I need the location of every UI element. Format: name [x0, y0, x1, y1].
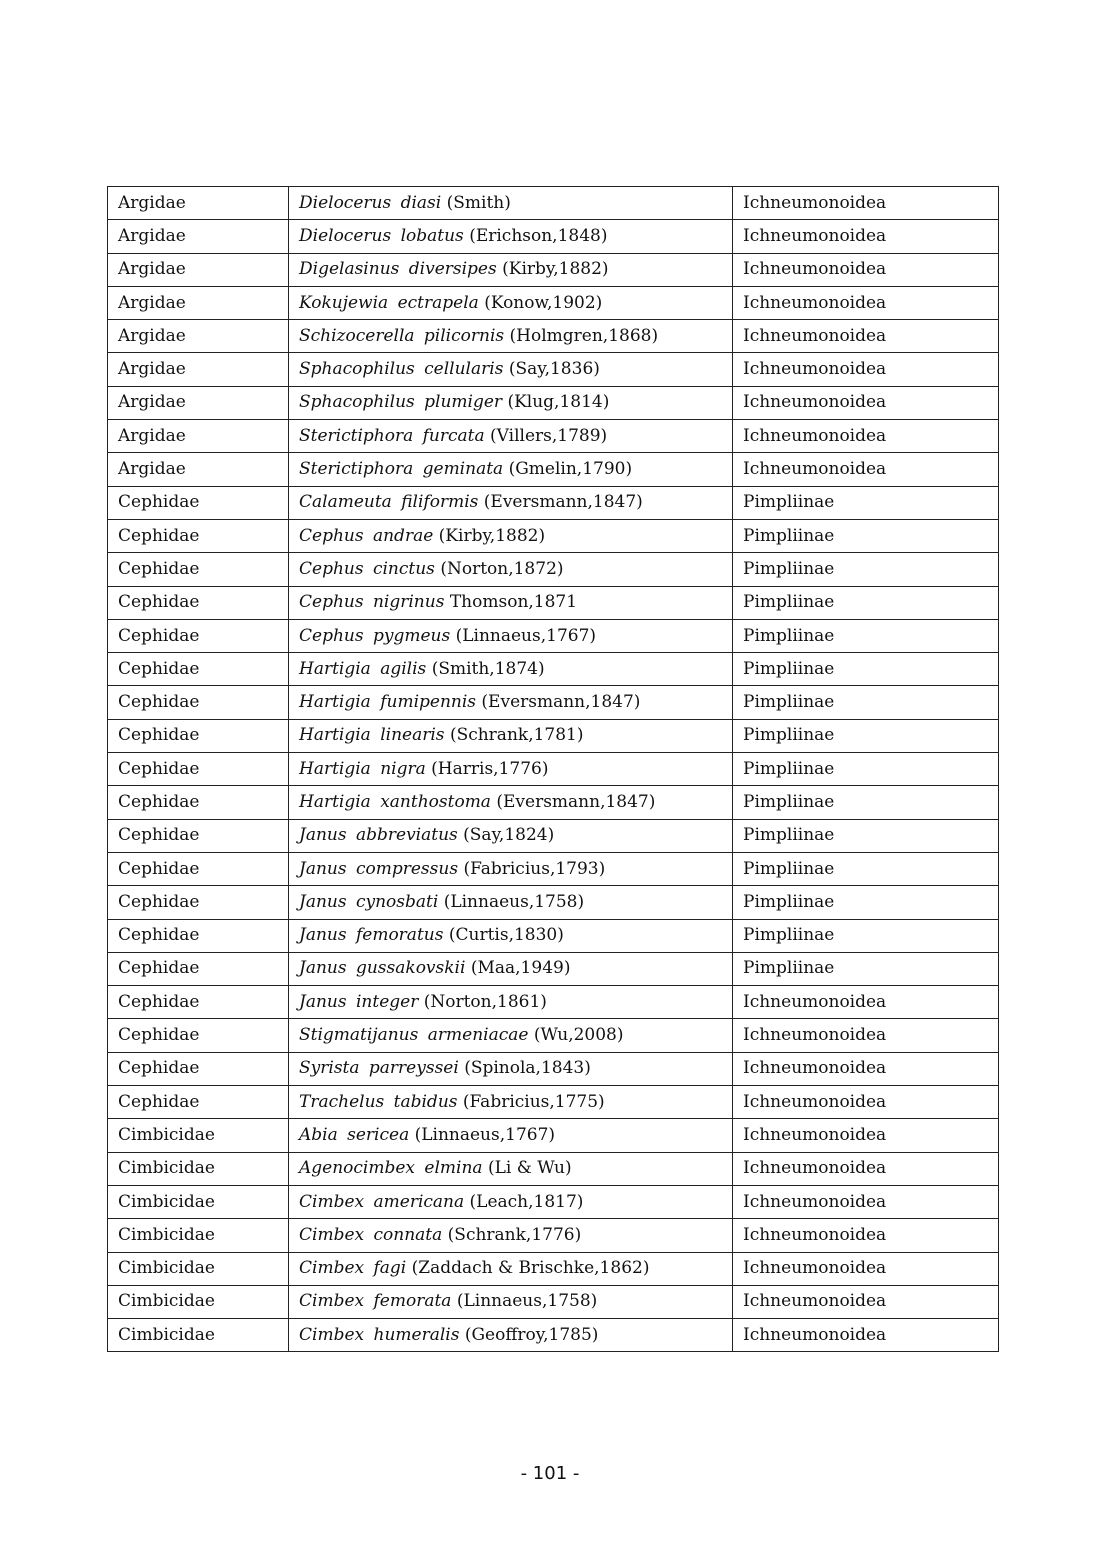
- species-name: Abia sericea: [299, 1124, 410, 1145]
- family-cell: Cephidae: [108, 1086, 289, 1119]
- species-name: Janus gussakovskii: [299, 958, 466, 979]
- table-row: [108, 453, 999, 486]
- species-authority: (Fabricius,1793): [463, 858, 606, 879]
- family-cell: Cephidae: [108, 886, 289, 919]
- species-name: Kokujewia ectrapela: [299, 292, 479, 313]
- host-cell: Ichneumonoidea: [733, 1152, 999, 1185]
- family-cell: Cimbicidae: [108, 1185, 289, 1218]
- species-authority: (Linnaeus,1767): [414, 1124, 556, 1145]
- species-authority: (Linnaeus,1767): [455, 625, 597, 646]
- family-cell: Cephidae: [108, 852, 289, 885]
- table-row: [108, 886, 999, 919]
- species-cell: [289, 852, 733, 885]
- table-row: [108, 952, 999, 985]
- family-cell: Cephidae: [108, 653, 289, 686]
- species-authority: (Harris,1776): [431, 758, 549, 779]
- family-cell: Argidae: [108, 353, 289, 386]
- family-cell: Cephidae: [108, 919, 289, 952]
- host-cell: Ichneumonoidea: [733, 220, 999, 253]
- species-cell: [289, 353, 733, 386]
- host-cell: Ichneumonoidea: [733, 187, 999, 220]
- family-cell: Cimbicidae: [108, 1119, 289, 1152]
- host-cell: Pimpliinae: [733, 886, 999, 919]
- species-cell: [289, 619, 733, 652]
- table-row: [108, 187, 999, 220]
- species-authority: (Linnaeus,1758): [443, 891, 585, 912]
- family-cell: Cephidae: [108, 619, 289, 652]
- species-name: Cephus pygmeus: [299, 625, 451, 646]
- species-cell: [289, 986, 733, 1019]
- family-cell: Cephidae: [108, 819, 289, 852]
- table-row: [108, 1285, 999, 1318]
- species-cell: [289, 1252, 733, 1285]
- species-authority: Thomson,1871: [449, 592, 578, 613]
- host-cell: Ichneumonoidea: [733, 420, 999, 453]
- species-cell: [289, 253, 733, 286]
- species-name: Syrista parreyssei: [299, 1058, 459, 1079]
- species-table: [107, 186, 999, 1352]
- family-cell: Argidae: [108, 286, 289, 319]
- table-row: [108, 986, 999, 1019]
- species-cell: [289, 786, 733, 819]
- species-cell: [289, 453, 733, 486]
- species-cell: [289, 686, 733, 719]
- family-cell: Argidae: [108, 453, 289, 486]
- table-row: [108, 220, 999, 253]
- table-body: [108, 187, 999, 1352]
- host-cell: Pimpliinae: [733, 919, 999, 952]
- family-cell: Cephidae: [108, 553, 289, 586]
- host-cell: Ichneumonoidea: [733, 1252, 999, 1285]
- species-name: Stigmatijanus armeniacae: [299, 1025, 529, 1046]
- family-cell: Cephidae: [108, 586, 289, 619]
- species-name: Cimbex americana: [299, 1191, 465, 1212]
- species-cell: [289, 220, 733, 253]
- species-name: Cephus cinctus: [299, 558, 435, 579]
- family-cell: Argidae: [108, 253, 289, 286]
- family-cell: Cimbicidae: [108, 1252, 289, 1285]
- host-cell: Ichneumonoidea: [733, 1086, 999, 1119]
- table-row: [108, 1319, 999, 1352]
- host-cell: Pimpliinae: [733, 486, 999, 519]
- species-cell: [289, 486, 733, 519]
- table-row: [108, 1019, 999, 1052]
- species-authority: (Linnaeus,1758): [456, 1291, 598, 1312]
- species-cell: [289, 952, 733, 985]
- species-name: Hartigia linearis: [299, 725, 445, 746]
- family-cell: Cimbicidae: [108, 1319, 289, 1352]
- host-cell: Ichneumonoidea: [733, 1185, 999, 1218]
- family-cell: Cephidae: [108, 952, 289, 985]
- species-cell: [289, 386, 733, 419]
- family-cell: Argidae: [108, 320, 289, 353]
- host-cell: Pimpliinae: [733, 619, 999, 652]
- family-cell: Argidae: [108, 187, 289, 220]
- host-cell: Pimpliinae: [733, 852, 999, 885]
- species-cell: [289, 553, 733, 586]
- species-name: Agenocimbex elmina: [299, 1158, 483, 1179]
- family-cell: Cephidae: [108, 519, 289, 552]
- species-authority: (Spinola,1843): [464, 1058, 591, 1079]
- species-cell: [289, 719, 733, 752]
- species-name: Janus femoratus: [299, 925, 444, 946]
- species-authority: (Norton,1872): [440, 558, 564, 579]
- species-name: Calameuta filiformis: [299, 492, 479, 513]
- species-cell: [289, 1285, 733, 1318]
- species-name: Cimbex humeralis: [299, 1324, 460, 1345]
- family-cell: Cephidae: [108, 986, 289, 1019]
- family-cell: Cephidae: [108, 786, 289, 819]
- species-name: Janus compressus: [299, 858, 459, 879]
- table-row: [108, 286, 999, 319]
- species-name: Hartigia nigra: [299, 758, 426, 779]
- species-name: Cephus nigrinus: [299, 592, 445, 613]
- species-cell: [289, 286, 733, 319]
- table-row: [108, 852, 999, 885]
- species-name: Janus abbreviatus: [299, 825, 458, 846]
- table-row: [108, 519, 999, 552]
- host-cell: Pimpliinae: [733, 753, 999, 786]
- species-cell: [289, 519, 733, 552]
- host-cell: Ichneumonoidea: [733, 253, 999, 286]
- species-cell: [289, 653, 733, 686]
- species-cell: [289, 1152, 733, 1185]
- species-authority: (Leach,1817): [469, 1191, 584, 1212]
- species-authority: (Smith,1874): [431, 658, 545, 679]
- table-row: [108, 1052, 999, 1085]
- species-authority: (Norton,1861): [423, 991, 547, 1012]
- table-row: [108, 353, 999, 386]
- table-row: [108, 686, 999, 719]
- species-name: Hartigia fumipennis: [299, 692, 477, 713]
- species-name: Cephus andrae: [299, 525, 434, 546]
- family-cell: Argidae: [108, 420, 289, 453]
- host-cell: Pimpliinae: [733, 719, 999, 752]
- species-name: Hartigia xanthostoma: [299, 791, 491, 812]
- host-cell: Ichneumonoidea: [733, 1119, 999, 1152]
- species-authority: (Holmgren,1868): [509, 325, 659, 346]
- family-cell: Cephidae: [108, 1052, 289, 1085]
- species-cell: [289, 1185, 733, 1218]
- species-authority: (Erichson,1848): [469, 225, 608, 246]
- species-name: Cimbex connata: [299, 1224, 443, 1245]
- species-name: Dielocerus lobatus: [299, 225, 464, 246]
- table-row: [108, 386, 999, 419]
- species-authority: (Smith): [446, 192, 511, 213]
- page-number: - 101 -: [520, 1463, 580, 1484]
- table-row: [108, 320, 999, 353]
- host-cell: Ichneumonoidea: [733, 320, 999, 353]
- host-cell: Ichneumonoidea: [733, 1052, 999, 1085]
- table-row: [108, 1219, 999, 1252]
- species-name: Hartigia agilis: [299, 658, 427, 679]
- host-cell: Ichneumonoidea: [733, 986, 999, 1019]
- table-row: [108, 786, 999, 819]
- species-authority: (Zaddach & Brischke,1862): [411, 1258, 650, 1279]
- species-name: Digelasinus diversipes: [299, 259, 497, 280]
- host-cell: Pimpliinae: [733, 586, 999, 619]
- species-cell: [289, 753, 733, 786]
- species-authority: (Schrank,1776): [447, 1224, 582, 1245]
- family-cell: Cephidae: [108, 486, 289, 519]
- species-cell: [289, 819, 733, 852]
- species-name: Janus cynosbati: [299, 891, 439, 912]
- species-authority: (Klug,1814): [507, 392, 610, 413]
- species-authority: (Kirby,1882): [438, 525, 546, 546]
- family-cell: Argidae: [108, 386, 289, 419]
- species-name: Sterictiphora furcata: [299, 425, 485, 446]
- species-name: Cimbex fagi: [299, 1258, 407, 1279]
- table-row: [108, 619, 999, 652]
- host-cell: Pimpliinae: [733, 786, 999, 819]
- host-cell: Ichneumonoidea: [733, 353, 999, 386]
- species-name: Schizocerella pilicornis: [299, 325, 505, 346]
- species-cell: [289, 1119, 733, 1152]
- species-name: Sphacophilus cellularis: [299, 359, 504, 380]
- species-cell: [289, 1086, 733, 1119]
- species-cell: [289, 1019, 733, 1052]
- species-cell: [289, 886, 733, 919]
- species-authority: (Say,1836): [508, 359, 600, 380]
- species-cell: [289, 1219, 733, 1252]
- species-name: Dielocerus diasi: [299, 192, 442, 213]
- table-row: [108, 1185, 999, 1218]
- species-authority: (Li & Wu): [487, 1158, 572, 1179]
- species-name: Trachelus tabidus: [299, 1091, 458, 1112]
- species-authority: (Say,1824): [463, 825, 555, 846]
- species-cell: [289, 420, 733, 453]
- species-authority: (Konow,1902): [484, 292, 603, 313]
- species-name: Cimbex femorata: [299, 1291, 452, 1312]
- table-row: [108, 1086, 999, 1119]
- species-authority: (Fabricius,1775): [462, 1091, 605, 1112]
- table-row: [108, 819, 999, 852]
- species-authority: (Gmelin,1790): [508, 459, 633, 480]
- table-row: [108, 253, 999, 286]
- species-cell: [289, 187, 733, 220]
- family-cell: Cephidae: [108, 686, 289, 719]
- species-cell: [289, 586, 733, 619]
- family-cell: Argidae: [108, 220, 289, 253]
- family-cell: Cephidae: [108, 719, 289, 752]
- species-cell: [289, 1052, 733, 1085]
- host-cell: Pimpliinae: [733, 519, 999, 552]
- table-row: [108, 653, 999, 686]
- table-row: [108, 1252, 999, 1285]
- species-authority: (Kirby,1882): [502, 259, 609, 280]
- host-cell: Pimpliinae: [733, 819, 999, 852]
- host-cell: Pimpliinae: [733, 952, 999, 985]
- species-cell: [289, 320, 733, 353]
- host-cell: Ichneumonoidea: [733, 286, 999, 319]
- table-row: [108, 753, 999, 786]
- family-cell: Cephidae: [108, 1019, 289, 1052]
- table-row: [108, 1119, 999, 1152]
- species-name: Janus integer: [299, 991, 419, 1012]
- species-cell: [289, 919, 733, 952]
- host-cell: Ichneumonoidea: [733, 1319, 999, 1352]
- species-authority: (Geoffroy,1785): [464, 1324, 599, 1345]
- table-row: [108, 420, 999, 453]
- species-name: Sterictiphora geminata: [299, 459, 504, 480]
- host-cell: Pimpliinae: [733, 653, 999, 686]
- family-cell: Cimbicidae: [108, 1219, 289, 1252]
- host-cell: Pimpliinae: [733, 553, 999, 586]
- species-authority: (Eversmann,1847): [496, 791, 656, 812]
- species-authority: (Curtis,1830): [448, 925, 564, 946]
- table-row: [108, 719, 999, 752]
- species-authority: (Eversmann,1847): [483, 492, 643, 513]
- family-cell: Cimbicidae: [108, 1152, 289, 1185]
- table-row: [108, 553, 999, 586]
- table-row: [108, 486, 999, 519]
- table-row: [108, 586, 999, 619]
- species-authority: (Eversmann,1847): [481, 692, 641, 713]
- species-authority: (Wu,2008): [533, 1025, 624, 1046]
- species-name: Sphacophilus plumiger: [299, 392, 503, 413]
- species-authority: (Schrank,1781): [449, 725, 584, 746]
- host-cell: Ichneumonoidea: [733, 1219, 999, 1252]
- species-cell: [289, 1319, 733, 1352]
- host-cell: Ichneumonoidea: [733, 1019, 999, 1052]
- table-row: [108, 1152, 999, 1185]
- host-cell: Ichneumonoidea: [733, 386, 999, 419]
- family-cell: Cephidae: [108, 753, 289, 786]
- species-authority: (Maa,1949): [470, 958, 571, 979]
- host-cell: Ichneumonoidea: [733, 453, 999, 486]
- table-row: [108, 919, 999, 952]
- host-cell: Ichneumonoidea: [733, 1285, 999, 1318]
- family-cell: Cimbicidae: [108, 1285, 289, 1318]
- species-authority: (Villers,1789): [490, 425, 608, 446]
- host-cell: Pimpliinae: [733, 686, 999, 719]
